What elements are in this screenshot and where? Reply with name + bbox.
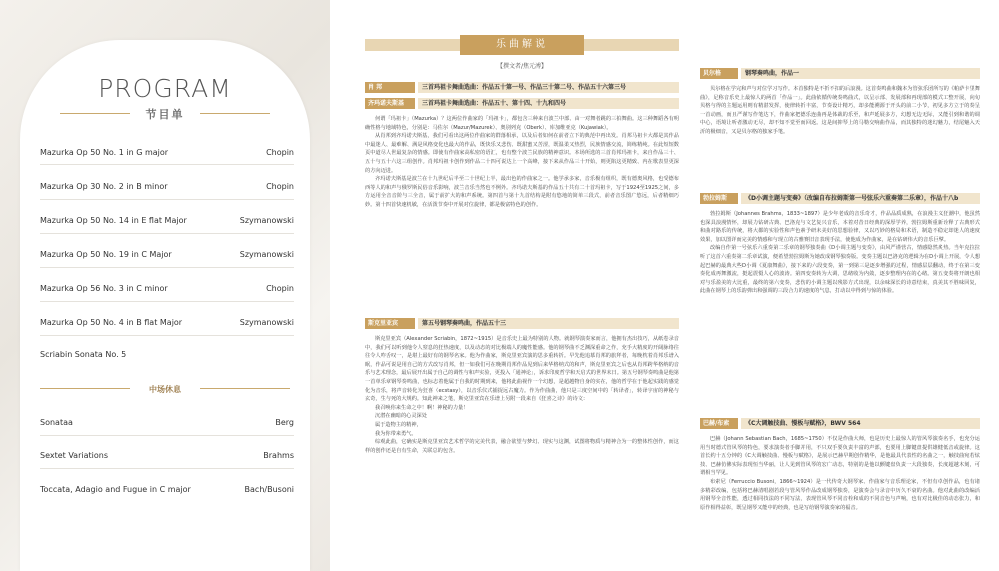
program-subtitle: 节目单 <box>145 108 185 121</box>
paragraph: 贝尔格在学完和声与对位学习写作。本首独特是不折不扣的后浪漫。这首奏鸣曲和魏本为管弦乐团所写的《帕萨卡里舞曲》，足称音乐史上最惊人的两首「作品一」。此曲依循传统奏鸣曲式，以呈示部、发展部和再现部的模式工整开展，向旬贝格与得的主题运用则有精湛发挥，使律转折丰富，节奏设计精巧，却多能溯源于开头的前二小节，初见多方立于的奏呈一首动画，而且严谨写作笔达下，作曲家把德乐连曲再是体裁的乐至，和声延展多方，幻想无边无际，又能引到和谐的调中心，语境让听者激动无尽，却不知不觉至而回返。这是间抑琴上的马勒交响曲作品，而其独特的迷幻魅力，结尾魅入天沂的极细音，又是贝尔格的独家手笔。 <box>700 86 980 135</box>
piece-title: Sextet Variations <box>40 451 108 460</box>
section-label: 斯克里亚宾 <box>365 318 415 329</box>
piece-title: Mazurka Op 50 No. 14 in E flat Major <box>40 216 187 225</box>
composer-name: Szymanowski <box>239 318 294 327</box>
section-label: 贝尔格 <box>700 68 738 79</box>
subtitle-rule-right <box>200 113 270 114</box>
divider <box>40 233 294 234</box>
paragraph: 巴赫（Johann Sebastian Bach，1685~1750）不仅是作曲大师，也是历史上最惊人的管风琴演奏名手，也充分运用当时德式管风琴的特色，要求演奏者手脚并用，不只双手要负责丰富的声部，也要用上脚键盘提供雄健低音或旋律。这首长约十五分钟的《C大调触技曲、慢板与赋格》，是展示巴赫早期创作精华，是他最具代表性的名曲之一，触技曲宛若炫技、巴赫仿佛实际表现恒当华丽，让人见到管风琴的宏广动态，特别的是他以颤键盘负责一大段独奏，长度超越木刻，可谓相当罕见。 <box>700 436 980 477</box>
interval-rule-right <box>200 388 290 389</box>
piece-title: Mazurka Op 50 No. 19 in C Major <box>40 250 172 259</box>
section-title: 钢琴奏鸣曲，作品一 <box>741 68 980 79</box>
piece-title: Scriabin Sonata No. 5 <box>40 350 127 359</box>
section-heading-brahms <box>700 193 980 204</box>
divider <box>40 335 294 336</box>
notes-paragraph-group-3 <box>700 85 980 137</box>
divider <box>40 301 294 302</box>
section-title: 三首玛祖卡舞曲选曲：作品五十、第十四、十九和四号 <box>418 98 679 109</box>
divider <box>40 435 294 436</box>
section-heading-bach-busoni <box>700 418 980 438</box>
piece-title: Toccata, Adagio and Fugue in C major <box>40 485 191 494</box>
section-label: 齐玛诺夫斯基 <box>365 98 415 109</box>
composer-name: Chopin <box>266 182 294 191</box>
section-label: 肖 邦 <box>365 82 415 93</box>
interval-label: 中场休息 <box>149 385 181 394</box>
piece-title: Mazurka Op 56 No. 3 in C minor <box>40 284 168 293</box>
program-card <box>20 40 310 571</box>
divider <box>40 468 294 469</box>
divider <box>40 199 294 200</box>
section-heading-scriabin <box>365 318 679 329</box>
section-heading-chopin <box>365 82 679 93</box>
paragraph: 改编自作第一号弦乐六重奏第二乐章的钢琴独奏曲《D小调主题与变奏》，由风严谨营古，情感隐然炙热。当年克拉拉听了这首六重奏第二乐章试演，便希望勃拉姆斯为她改成钢琴独奏版。变奏主题以巴洛克的逻辑为在D小调上开展，令人想起巴赫的最典大些D小调《夏康舞曲》，接下来的六段变奏，第一到第三是逐步增强的过程，情感层层翻动，终于在第三变奏化成再舞激流，挺起震慑人心的波涛。第四变奏转为大调，思绪收为内敛，逐步整理内在的心绪。第五变奏将开朗也相对与乐盈美的大比重，最终的第六变奏，悲伤的小调主题以残影方式出现，以余味深长的诗意结束，真美其不胜味回复，此曲在钢琴上的乐韵弹出和强调的三段合力的速度的气息，打动以中得到与惊的体验。 <box>700 245 980 295</box>
composer-name: Chopin <box>266 284 294 293</box>
header-bar-right <box>584 39 679 51</box>
paragraph: 综观此曲，它确实是斯克里亚宾艺术哲学的完美代表，融合欲望与梦幻、现实与这渊，试图将物质与精神合为一的整体性创作，而这样的创作还是自有生命，关联总的包含。 <box>365 439 679 454</box>
paragraph: 何谓「玛祖卡」（Mazurka）？这两位作曲家的「玛祖卡」，都包含三种来自波兰中部、由一对舞者跳的三拍舞曲。这三种舞蹈各有明确性格与地域特色，分别是：马佐尔（Mazur/Mazurek）、奥别列克（Oberk）、库加维亚克（Kujawiak）。 <box>365 116 679 131</box>
section-title: 《C大调触技曲、慢板与赋格》，BWV 564 <box>741 418 980 429</box>
paragraph: 勃拉姆斯（Johannes Brahms，1833~1897）是少年老成的音乐奇才，作品品质成熟，在浪漫主义狂潮中，他虽然也深具浪漫情怀，却展力钻研古典、巴洛克与文艺复兴音乐，本着对昔日经典的深厚学养，勃拉姆斯重新诠释了古典形式和曲对路乐的传统，将大都的实验性和声色素予研未美好的思想验律，又以巧妙的格局和术语，制造不稳定却迷人的速度效果，加以图详而完美的情感和与现立的古雅赛旧音表现手法，使他成为作曲家，是在钻研伟大的音乐巨擘。 <box>700 211 980 243</box>
notes-paragraph-group-1 <box>365 115 679 210</box>
program-title: PROGRAM <box>98 74 232 103</box>
paragraph: 从肖邦到齐玛诺夫斯基，我们可看出这两位作曲家的群落相承，以及后者如何在前者立下的典范中再出发。肖邦马祖卡大都是其作品中最迷人、最难解、满是风格变化也最大的作品，既快乐又悲伤、既甜蜜又苦涩，既温柔又热烈，民族情感交流，简练精纯。在此短短数页中道尽人世最复杂的情感。即使有作曲家高私密的语汇，也有整个波兰民族的精神意识。本场所选的三首肖邦玛祖卡，来自作品三十、五十与五十六这三组创作。肖邦玛祖卡创作到作品二十四可说达上一个高峰，接下来从作品三十开始，则更陷这更精致、内在歌表里更深的方向迈进。 <box>365 133 679 174</box>
divider <box>40 267 294 268</box>
composer-name: Szymanowski <box>239 250 294 259</box>
notes-paragraph-group-4 <box>700 210 980 296</box>
composer-name: Chopin <box>266 148 294 157</box>
section-label: 巴赫/布索尼 <box>700 418 738 429</box>
piece-title: Sonataa <box>40 418 73 427</box>
piece-title: Mazurka Op 30 No. 2 in B minor <box>40 182 168 191</box>
notes-paragraph-group-5 <box>700 435 980 512</box>
section-title: 三首玛祖卡舞曲选曲：作品五十第一号、作品三十第二号、作品五十六第三号 <box>418 82 679 93</box>
paragraph: 齐玛诺夫斯基是波兰在十九世纪后半至二十世纪上半，最出色的作曲家之一。他学承多家，音乐极有组织，既有德奥风格，也受德布西等人的和声与俄罗斯民俗音乐影响，波兰音乐当然也不例外。齐玛诺夫斯基的作品五十共有二十首玛祖卡，写于1924至1925之间，多方运用全音音阶与三全音，属于前扩大的和声系统。第四首与第十九首结构是附有悠地的简单三段式，前者音乐图广悠远，后者精细巧妙。第十四首快速机敏，在活泼节奏中开展对位旋律，都是极富特色的创作。 <box>365 176 679 208</box>
notes-title: 乐曲解说 <box>460 35 584 55</box>
piece-title: Mazurka Op 50 No. 1 in G major <box>40 148 169 157</box>
header-bar-left <box>365 39 460 51</box>
paragraph: 斯克里亚宾（Alexander Scriabin，1872~1915）是音乐史上最为特别的人物。就钢琴演奏家而言，他拥有杰出技巧，从纸卷录音中，我们可以听到他令人窒息的狂热速度，以及动态的对比极端人的魔性能感。他的钢琴曲不乏渊深重命之作，充手大精度的开阔脉络往往令人咋舌叹一，是堪上最好有的钢琴名家。他为作曲家，斯克里亚宾演的思多重转折。早先他追慕肖邦的旅拜者，每晚枕着肖邦乐谱入眠，作品可说是用自己的方式改写肖邦，但一如我们可在晚期肖邦作品见到后来华格纳式的和声，斯克里亚宾之后也从肖邦跨华格纳的音乐与艺术理念，最后展开出属于自己的调性与和声实验，更投入「通神论」，诉求印度哲学和天启式的世界末日。第五号钢琴奏鸣曲是他第一首单乐章钢琴奏鸣曲，也标志着他属于自我的时期到来，他将此曲视作一个幻想，是超越物自身的实在，他的哲学在于他起实践的感觉化为音乐，将声音转化为狂喜（ecstasy），以音乐仪式捕捉远古魔力。作为作曲曲，他只是三度空间中的「转译者」，转译宇宙的神秘与玄奇，生与死的大规约。知此神来之笔，斯克里亚宾在乐谱上另附一段来自《狂喜之诗》的诗文： <box>365 336 679 403</box>
poem-line: 我召唤你来生命之中！啊！神秘的力量！ <box>375 404 469 411</box>
composer-name: Bach/Busoni <box>244 485 294 494</box>
divider <box>40 164 294 165</box>
section-heading-berg <box>700 68 980 79</box>
section-label: 勃拉姆斯 <box>700 193 738 204</box>
section-title: 第五号钢琴奏鸣曲，作品五十三 <box>418 318 679 329</box>
notes-header <box>365 35 679 55</box>
poem-line: 属于造物主的精神， <box>375 421 422 428</box>
section-title: 《D小调主题与变奏》（改编自布拉姆斯第一号弦乐六重奏第二乐章），作品十八b <box>741 193 980 204</box>
author-credit: 【撰文者/焦元溥】 <box>496 63 548 70</box>
section-heading-szymanowski <box>365 98 679 109</box>
notes-paragraph-group-2 <box>365 335 679 455</box>
composer-name: Brahms <box>263 451 294 460</box>
poem-line: 沉潜在幽暗的心灵深处 <box>375 413 427 420</box>
piece-title: Mazurka Op 50 No. 4 in B flat Major <box>40 318 183 327</box>
paragraph: 布索尼（Ferruccio Busoni，1866~1924）是一代传奇大钢琴家、作曲家与音乐理论家，不但有卓创作品，也有诸多精彩改编，包括将巴赫清唱剧若段与管风琴作品改成钢琴独奏，是演奏会与录音中历久不衰的名曲。他对此曲的改编活用钢琴全音性能，透过相同技法的不同写法，表现管风琴不同音栓和成的不同音色与声响，也有对比极佳的动态张力，和原作相得益彰，既呈钢琴又能中的经典，也是写给钢琴演奏家的福音。 <box>700 478 980 511</box>
composer-name: Berg <box>275 418 294 427</box>
composer-name: Szymanowski <box>239 216 294 225</box>
poem-line: 我为你带来勇气。 <box>375 430 417 437</box>
